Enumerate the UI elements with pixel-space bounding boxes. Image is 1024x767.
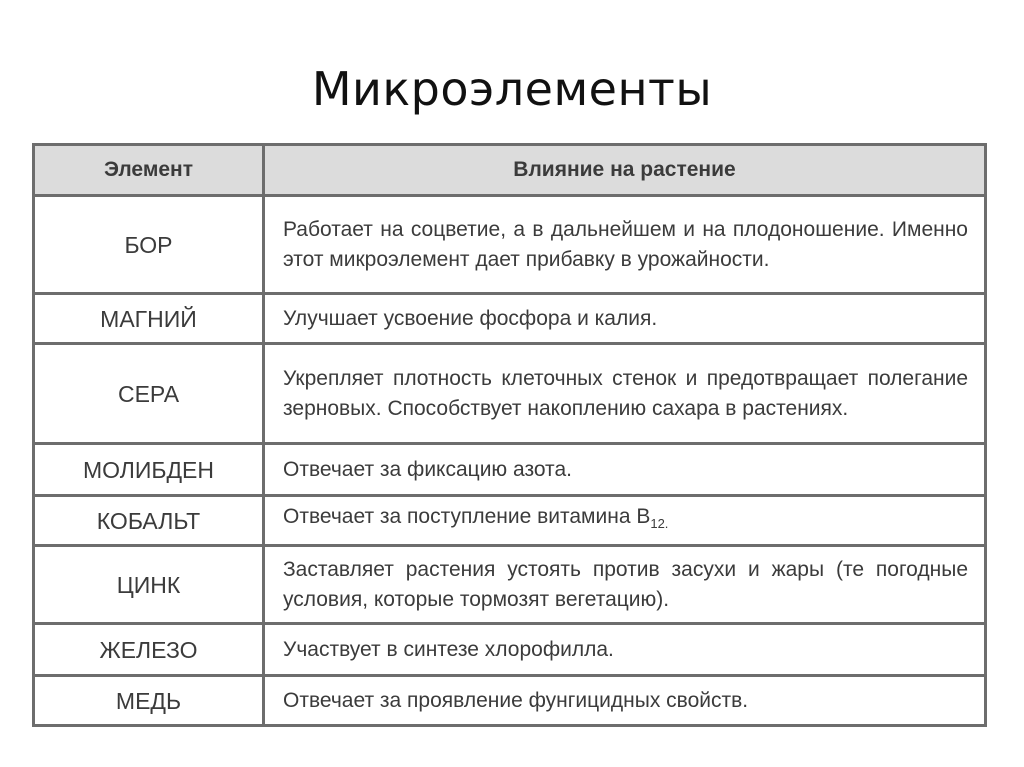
element-effect (264, 496, 986, 546)
table-header-row (34, 145, 986, 196)
element-name: СЕРА (34, 344, 264, 444)
header-effect: Влияние на растение (264, 145, 986, 196)
element-effect: Заставляет растения устоять против засухи и жары (те погодные условия, которые тормозят вегетацию). (264, 546, 986, 624)
table-row (34, 444, 986, 496)
table-row (34, 546, 986, 624)
microelements-table (32, 143, 987, 727)
element-name: ЖЕЛЕЗО (34, 624, 264, 676)
element-effect: Укрепляет плотность клеточных стенок и предотвращает полегание зерновых. Способствует накоплению сахара в растениях. (264, 344, 986, 444)
effect-text: Отвечает за поступление витамина В (283, 504, 651, 528)
element-name: МАГНИЙ (34, 294, 264, 344)
element-name: МЕДЬ (34, 676, 264, 726)
table-row (34, 496, 986, 546)
table-row (34, 676, 986, 726)
element-effect: Улучшает усвоение фосфора и калия. (264, 294, 986, 344)
element-effect: Отвечает за проявление фунгицидных свойств. (264, 676, 986, 726)
element-name: КОБАЛЬТ (34, 496, 264, 546)
element-name: БОР (34, 196, 264, 294)
vitamin-subscript: 12. (650, 516, 669, 532)
table-row (34, 294, 986, 344)
element-effect: Работает на соцветие, а в дальнейшем и на плодоношение. Именно этот микроэлемент дает прибавку в урожайности. (264, 196, 986, 294)
element-name: ЦИНК (34, 546, 264, 624)
table-row (34, 624, 986, 676)
header-element: Элемент (34, 145, 264, 196)
element-effect: Участвует в синтезе хлорофилла. (264, 624, 986, 676)
element-effect: Отвечает за фиксацию азота. (264, 444, 986, 496)
table-row (34, 196, 986, 294)
table-row (34, 344, 986, 444)
slide-title: Микроэлементы (311, 62, 713, 116)
element-name: МОЛИБДЕН (34, 444, 264, 496)
